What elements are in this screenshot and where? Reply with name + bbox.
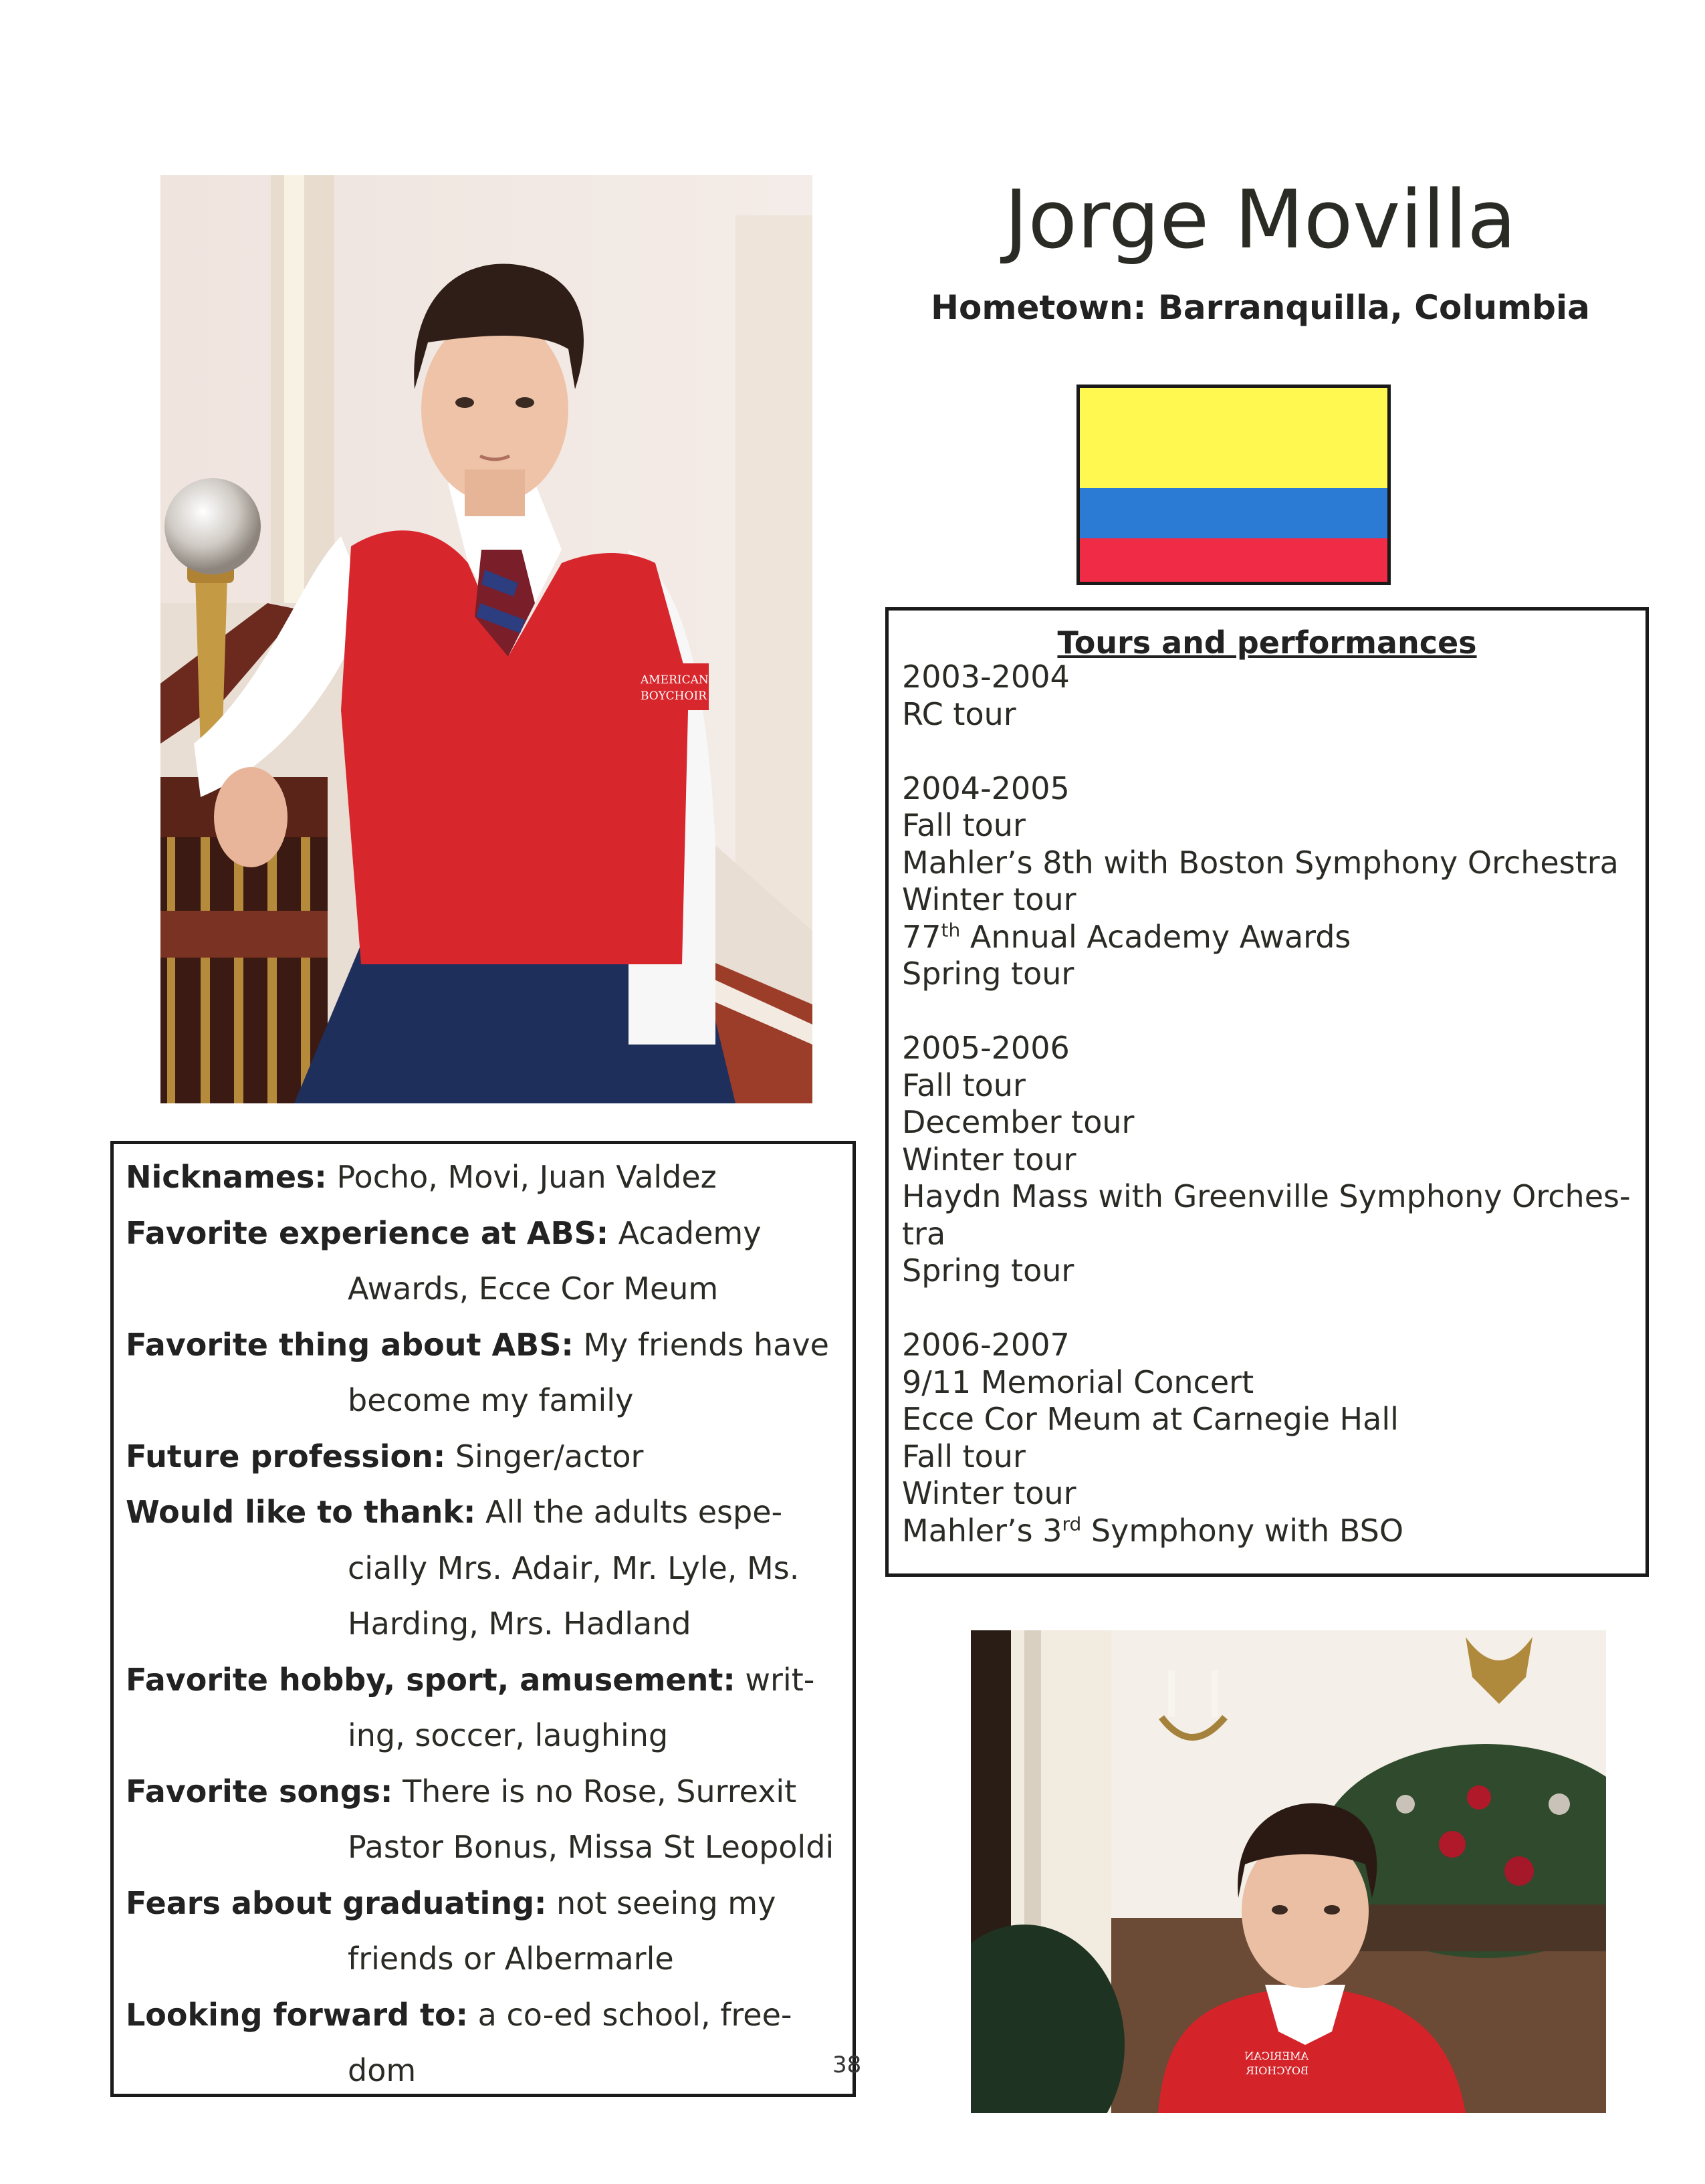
ordinal-suffix: rd [1062,1513,1082,1535]
field-continuation: friends or Albermarle [348,1941,674,1977]
field-continuation: Awards, Ecce Cor Meum [348,1271,719,1307]
field-label: Nicknames: [126,1159,327,1195]
tour-item: Haydn Mass with Greenville Symphony Orches- [902,1178,1631,1214]
tour-item: Fall tour [902,807,1026,843]
portrait-badge-line-2: BOYCHOIR [641,689,707,703]
field-label: Favorite experience at ABS: [126,1214,609,1251]
holiday-photo-image [971,1630,1606,2113]
field-label: Fears about graduating: [126,1884,547,1921]
field-label: Favorite hobby, sport, amusement: [126,1661,735,1698]
flag-red-band [1080,538,1387,585]
holiday-badge-line-1: AMERICAN [1244,2050,1309,2062]
field-value: writ- [735,1661,815,1698]
tour-year: 2004-2005 [902,770,1070,806]
tour-item: Fall tour [902,1067,1026,1103]
field-label: Looking forward to: [126,1996,469,2033]
hometown: Hometown: Barranquilla, Columbia [931,288,1590,327]
field-value: Singer/actor [445,1438,644,1475]
tour-item: Spring tour [902,1252,1074,1289]
field-continuation: Pastor Bonus, Missa St Leopoldi [348,1829,834,1865]
field-label: Would like to thank: [126,1494,476,1530]
tour-item-prefix: Mahler’s 3 [902,1512,1062,1549]
portrait-badge-line-1: AMERICAN [641,673,709,687]
flag-yellow-band [1080,388,1387,488]
tour-item: Winter tour [902,1475,1076,1511]
field-favorite-thing [126,1317,855,1429]
colombia-flag [1076,385,1391,585]
field-value: All the adults espe- [475,1494,783,1530]
field-label: Favorite songs: [126,1773,393,1810]
tour-year: 2005-2006 [902,1030,1070,1066]
profile-box [110,1141,856,2097]
tour-item-number: 77 [902,918,941,955]
field-value: There is no Rose, Surrexit [392,1773,797,1810]
portrait-photo-image [160,175,812,1103]
field-continuation: cially Mrs. Adair, Mr. Lyle, Ms. [348,1549,800,1586]
field-value: My friends have [573,1326,829,1363]
field-label: Favorite thing about ABS: [126,1326,574,1363]
field-continuation: Harding, Mrs. Hadland [348,1606,691,1642]
tour-item: Spring tour [902,956,1074,992]
profile-list [126,1150,855,2099]
field-continuation: dom [348,2052,417,2088]
field-value: not seeing my [546,1884,776,1921]
tour-item: Fall tour [902,1438,1026,1475]
tour-year: 2003-2004 [902,659,1070,695]
tour-item: RC tour [902,695,1016,732]
tour-item: Winter tour [902,1141,1076,1178]
field-favorite-experience [126,1206,855,1317]
holiday-photo [971,1630,1606,2113]
field-favorite-songs [126,1764,855,1876]
page-number: 38 [832,2052,862,2078]
tours-box [885,607,1649,1577]
field-value: a co-ed school, free- [468,1996,792,2033]
field-value: Pocho, Movi, Juan Valdez [326,1159,717,1195]
tour-item: Mahler’s 8th with Boston Symphony Orchestra [902,844,1619,881]
tour-item-tail: Annual Academy Awards [960,918,1351,955]
field-nicknames [126,1150,855,1206]
field-future-profession [126,1429,855,1485]
tour-item: tra [902,1215,946,1252]
field-fears-about-graduating [126,1876,855,1987]
field-continuation: become my family [348,1382,634,1418]
field-value: Academy [608,1214,762,1251]
tour-item: December tour [902,1104,1135,1140]
tour-item-academy-awards [902,919,1637,956]
flag-blue-band [1080,488,1387,538]
ordinal-suffix: th [941,919,961,942]
portrait-photo [160,175,812,1103]
field-continuation: ing, soccer, laughing [348,1717,669,1753]
field-label: Future profession: [126,1438,446,1475]
tour-item-mahler-3rd [902,1513,1637,1550]
tour-item: 9/11 Memorial Concert [902,1363,1254,1400]
tour-item: Winter tour [902,881,1076,917]
field-looking-forward-to [126,1987,855,2099]
tour-item-tail: Symphony with BSO [1081,1512,1404,1549]
field-favorite-hobby [126,1652,855,1764]
tour-item: Ecce Cor Meum at Carnegie Hall [902,1401,1399,1437]
tours-list [902,659,1637,1549]
tours-title: Tours and performances [1057,625,1477,661]
holiday-badge-line-2: BOYCHOIR [1246,2064,1309,2077]
page-title: Jorge Movilla [1004,174,1516,267]
field-would-like-to-thank [126,1485,855,1652]
tour-year: 2006-2007 [902,1327,1070,1363]
